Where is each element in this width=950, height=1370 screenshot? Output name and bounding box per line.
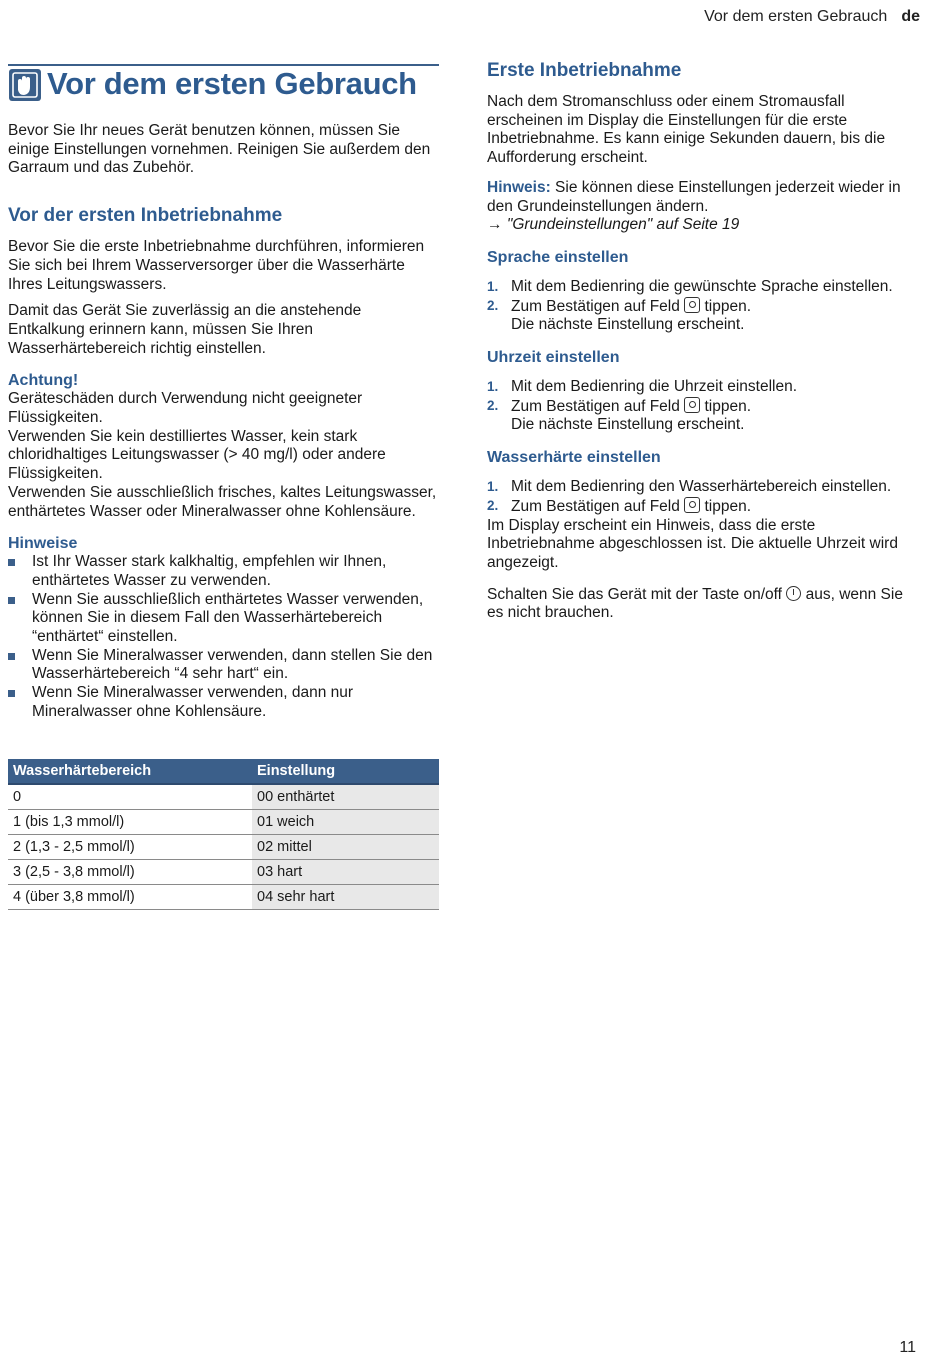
power-icon: [786, 586, 801, 601]
paragraph-power-off: [487, 586, 923, 623]
left-column: [8, 64, 439, 722]
table-cell: 1 (bis 1,3 mmol/l): [8, 809, 252, 834]
bullet-square-icon: [8, 653, 15, 660]
note-text: Ist Ihr Wasser stark kalkhaltig, empfehlen wir Ihnen, enthärtetes Wasser zu verwenden.: [32, 553, 387, 589]
cross-reference[interactable]: [487, 216, 923, 235]
paragraph-water-supplier: Bevor Sie die erste Inbetriebnahme durchführen, informieren Sie sich bei Ihrem Wasserversorger über die Wasserhärte Ihres Leitungswassers.: [8, 238, 425, 293]
step-number: 1.: [487, 278, 499, 294]
step-number: 1.: [487, 479, 499, 495]
subsection-title-time: Uhrzeit einstellen: [487, 349, 620, 367]
running-head: [704, 8, 920, 26]
right-column: [487, 60, 923, 623]
steps-language: [487, 278, 923, 335]
subsection-title-language: Sprache einstellen: [487, 248, 629, 266]
table-row: [8, 834, 439, 859]
table-header-row: [8, 759, 439, 784]
column-header: Wasserhärtebereich: [8, 759, 252, 784]
step-item: [487, 297, 923, 335]
list-item: [8, 647, 439, 684]
table-cell: 02 mittel: [252, 834, 439, 859]
step-item: [487, 278, 923, 297]
step-number: 2.: [487, 497, 499, 513]
column-header: Einstellung: [252, 759, 439, 784]
step-item: [487, 378, 923, 397]
water-hardness-table: [8, 759, 439, 910]
chapter-intro: Bevor Sie Ihr neues Gerät benutzen können, müssen Sie einige Einstellungen vornehmen. Reinigen Sie außerdem den Garraum und das Zubehör.: [8, 122, 431, 177]
closing-text: Schalten Sie das Gerät mit der Taste on/off: [487, 585, 782, 603]
field-button-icon: [684, 497, 700, 513]
step-text: Mit dem Bedienring die Uhrzeit einstellen.: [511, 378, 798, 396]
table-row: [8, 809, 439, 834]
hint-label: Hinweis:: [487, 178, 551, 196]
table-cell: 01 weich: [252, 809, 439, 834]
warning-line: Verwenden Sie kein destilliertes Wasser, kein stark chloridhaltiges Leitungswasser (> 40 mg/l) oder andere Flüssigkeiten.: [8, 427, 386, 483]
reference-arrow-icon: →: [487, 216, 503, 234]
table-row: [8, 784, 439, 809]
bullet-square-icon: [8, 559, 15, 566]
step-number: 2.: [487, 397, 499, 413]
setup-hand-icon: [8, 68, 42, 102]
step-number: 1.: [487, 379, 499, 395]
step-text: tippen.: [704, 297, 752, 315]
language-code: de: [901, 8, 920, 25]
hint-paragraph: [487, 179, 923, 216]
notes-title: Hinweise: [8, 535, 78, 553]
table-cell: 00 enthärtet: [252, 784, 439, 809]
step-item: [487, 397, 923, 435]
table-cell: 3 (2,5 - 3,8 mmol/l): [8, 859, 252, 884]
notes-list: [8, 553, 439, 721]
section-title-before-first-use: Vor der ersten Inbetriebnahme: [8, 205, 283, 227]
field-button-icon: [684, 297, 700, 313]
table-cell: 2 (1,3 - 2,5 mmol/l): [8, 834, 252, 859]
step-number: 2.: [487, 297, 499, 313]
bullet-square-icon: [8, 690, 15, 697]
step-text: tippen.: [704, 497, 752, 515]
chapter-header: [8, 64, 439, 108]
hint-text: Sie können diese Einstellungen jederzeit wieder in den Grundeinstellungen ändern.: [487, 178, 901, 215]
table-cell: 0: [8, 784, 252, 809]
step-result: Die nächste Einstellung erscheint.: [511, 316, 745, 334]
step-text: Zum Bestätigen auf Feld: [511, 297, 680, 315]
step-text: Mit dem Bedienring den Wasserhärtebereich einstellen.: [511, 478, 892, 496]
list-item: [8, 553, 439, 590]
warning-line: Geräteschäden durch Verwendung nicht geeigneter Flüssigkeiten.: [8, 390, 363, 427]
paragraph-descaling: Damit das Gerät Sie zuverlässig an die anstehende Entkalkung erinnern kann, müssen Sie Ihren Wasserhärtebereich richtig einstellen.: [8, 302, 362, 357]
step-text: Zum Bestätigen auf Feld: [511, 497, 680, 515]
subsection-title-water-hardness: Wasserhärte einstellen: [487, 449, 661, 467]
step-text: tippen.: [704, 397, 752, 415]
steps-water-hardness: [487, 478, 923, 516]
note-text: Wenn Sie ausschließlich enthärtetes Wasser verwenden, können Sie in diesem Fall den Wasserhärtebereich “enthärtet“ einstellen.: [32, 590, 424, 646]
paragraph-setup-complete: Im Display erscheint ein Hinweis, dass die erste Inbetriebnahme abgeschlossen ist. Die aktuelle Uhrzeit wird angezeigt.: [487, 516, 898, 571]
table-row: [8, 859, 439, 884]
section-title-first-startup: Erste Inbetriebnahme: [487, 60, 682, 81]
step-text: Mit dem Bedienring die gewünschte Sprache einstellen.: [511, 277, 893, 295]
table-cell: 03 hart: [252, 859, 439, 884]
note-text: Wenn Sie Mineralwasser verwenden, dann stellen Sie den Wasserhärtebereich “4 sehr hart“ ein.: [32, 646, 433, 683]
steps-time: [487, 378, 923, 435]
note-text: Wenn Sie Mineralwasser verwenden, dann nur Mineralwasser ohne Kohlensäure.: [32, 684, 354, 720]
table-cell: 4 (über 3,8 mmol/l): [8, 884, 252, 909]
step-item: [487, 497, 923, 517]
table-cell: 04 sehr hart: [252, 884, 439, 909]
list-item: [8, 684, 439, 721]
list-item: [8, 591, 439, 647]
step-text: Zum Bestätigen auf Feld: [511, 397, 680, 415]
warning-title: Achtung!: [8, 372, 79, 390]
page-number: 11: [899, 1339, 916, 1356]
reference-link[interactable]: "Grundeinstellungen" auf Seite 19: [506, 216, 740, 234]
paragraph-first-startup: Nach dem Stromanschluss oder einem Stromausfall erscheinen im Display die Einstellungen für die erste Inbetriebnahme. Es kann einige Sekunden dauern, bis die Aufforderung erscheint.: [487, 93, 886, 167]
table-row: [8, 884, 439, 909]
field-button-icon: [684, 397, 700, 413]
running-head-title: Vor dem ersten Gebrauch: [704, 8, 888, 25]
step-result: Die nächste Einstellung erscheint.: [511, 416, 745, 434]
bullet-square-icon: [8, 597, 15, 604]
closing-text: aus, wenn Sie es nicht brauchen.: [487, 585, 903, 622]
step-item: [487, 478, 923, 497]
chapter-title: Vor dem ersten Gebrauch: [47, 66, 417, 101]
warning-line: Verwenden Sie ausschließlich frisches, kaltes Leitungswasser, enthärtetes Wasser oder Mineralwasser ohne Kohlensäure.: [8, 483, 437, 520]
